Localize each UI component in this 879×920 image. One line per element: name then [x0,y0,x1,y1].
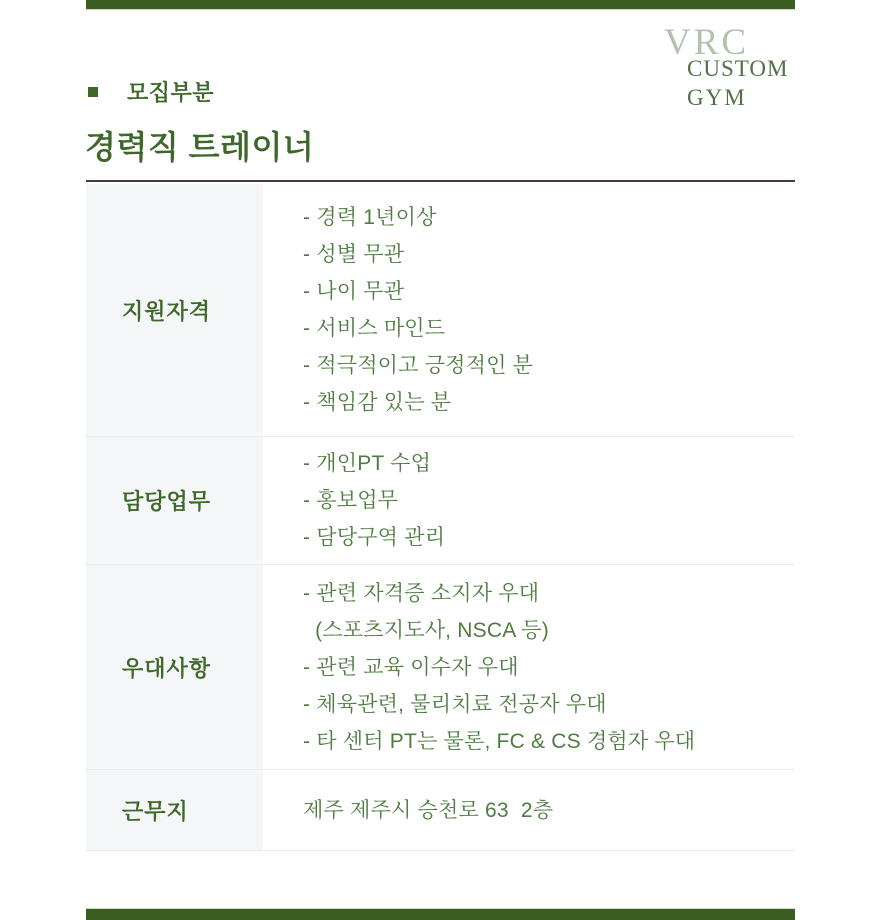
square-bullet-icon [88,87,98,97]
table-row-preferences [86,565,795,770]
list-item: - 경력 1년이상 [303,206,437,229]
list-item: - 개인PT 수업 [303,452,432,475]
list-item: - 관련 교육 이수자 우대 [303,655,519,679]
row-label: 담당업무 [86,437,263,564]
recruitment-table [86,184,795,851]
title-divider-rule [86,180,795,182]
table-row-workplace [86,770,795,851]
logo-gym-text: GYM [687,85,747,110]
list-item: - 성별 무관 [303,243,405,266]
vrc-custom-gym-logo [664,24,804,109]
list-item: - 홍보업무 [303,489,399,512]
list-item: - 나이 무관 [303,280,405,303]
list-item: (스포츠지도사, NSCA 등) [303,618,549,642]
list-item: - 타 센터 PT는 물론, FC & CS 경험자 우대 [303,729,696,753]
table-row-duties [86,437,795,565]
list-item: - 적극적이고 긍정적인 분 [303,354,534,377]
list-item: 제주 제주시 승천로 63 2층 [303,798,554,822]
list-item: - 담당구역 관리 [303,526,446,549]
list-item: - 관련 자격증 소지자 우대 [303,581,540,605]
table-row-qualifications [86,184,795,437]
row-label: 지원자격 [86,184,263,436]
section-heading [88,76,214,107]
logo-custom-text: CUSTOM [687,56,789,81]
row-content [263,184,795,436]
bottom-accent-bar [86,908,795,920]
list-item: - 책임감 있는 분 [303,391,452,414]
row-label: 근무지 [86,770,263,850]
logo-vrc-text: VRC [664,22,750,63]
section-label: 모집부분 [127,80,215,105]
row-content [263,770,795,850]
row-content [263,565,795,769]
row-content [263,437,795,564]
row-label: 우대사항 [86,565,263,769]
list-item: - 서비스 마인드 [303,317,446,340]
list-item: - 체육관련, 물리치료 전공자 우대 [303,692,607,716]
page-title: 경력직 트레이너 [85,129,315,165]
top-accent-bar [86,0,795,10]
